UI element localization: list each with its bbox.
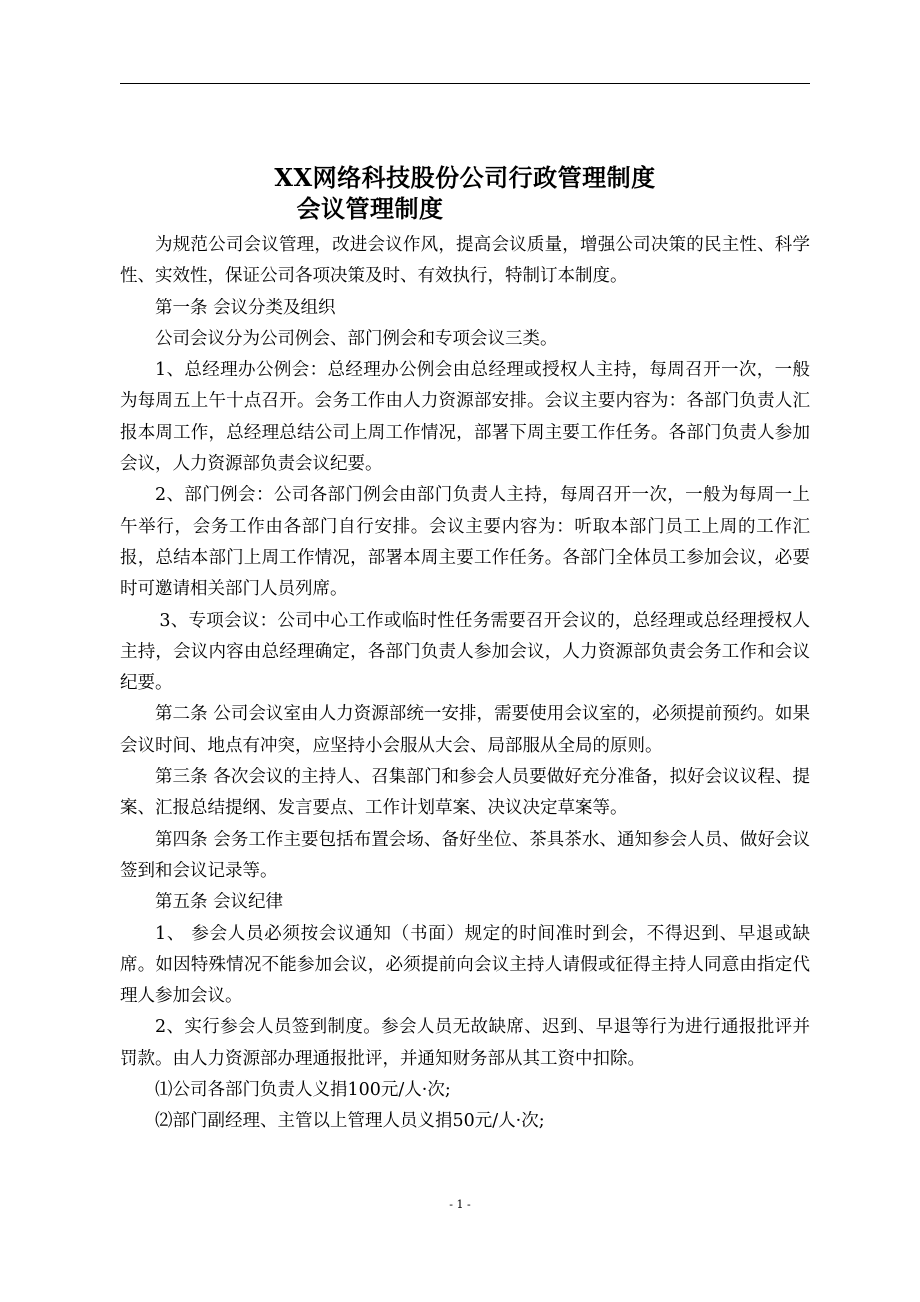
article-2: 第二条 公司会议室由人力资源部统一安排，需要使用会议室的，必须提前预约。如果会议时间、地点有冲突，应坚持小会服从大会、局部服从全局的原则。 bbox=[120, 704, 810, 756]
article-4: 第四条 会务工作主要包括布置会场、备好坐位、茶具茶水、通知参会人员、做好会议签到和会议记录等。 bbox=[120, 829, 810, 881]
article-3: 第三条 各次会议的主持人、召集部门和参会人员要做好充分准备，拟好会议议程、提案、汇报总结提纲、发言要点、工作计划草案、决议决定草案等。 bbox=[120, 767, 810, 819]
paragraph: 1、总经理办公例会：总经理办公例会由总经理或授权人主持，每周召开一次，一般为每周五上午十点召开。会务工作由人力资源部安排。会议主要内容为：各部门负责人汇报本周工作，总经理总结公司上周工作情况，部署下周主要工作任务。各部门负责人参加会议，人力资源部负责会议纪要。 bbox=[120, 360, 810, 475]
paragraph: 3、专项会议：公司中心工作或临时性任务需要召开会议的，总经理或总经理授权人主持，会议内容由总经理确定，各部门负责人参加会议，人力资源部负责会务工作和会议纪要。 bbox=[120, 610, 810, 694]
paragraph: 2、实行参会人员签到制度。参会人员无故缺席、迟到、早退等行为进行通报批评并罚款。由人力资源部办理通报批评，并通知财务部从其工资中扣除。 bbox=[120, 1017, 810, 1069]
article-5-heading: 第五条 会议纪律 bbox=[155, 892, 284, 913]
paragraph-intro: 为规范公司会议管理，改进会议作风，提高会议质量，增强公司决策的民主性、科学性、实效性，保证公司各项决策及时、有效执行，特制订本制度。 bbox=[120, 235, 810, 287]
list-item: ⑴公司各部门负责人义捐100元/人·次; bbox=[155, 1080, 451, 1101]
paragraph: 2、部门例会：公司各部门例会由部门负责人主持，每周召开一次，一般为每周一上午举行，会务工作由各部门自行安排。会议主要内容为：听取本部门员工上周的工作汇报，总结本部门上周工作情况，部署本周主要工作任务。各部门全体员工参加会议，必要时可邀请相关部门人员列席。 bbox=[120, 485, 810, 600]
paragraph: 公司会议分为公司例会、部门例会和专项会议三类。 bbox=[155, 328, 558, 349]
header-rule bbox=[120, 83, 810, 84]
list-item: ⑵部门副经理、主管以上管理人员义捐50元/人·次; bbox=[155, 1111, 545, 1132]
document-body bbox=[120, 230, 810, 1138]
document-title: XX网络科技股份公司行政管理制度 bbox=[274, 163, 656, 192]
page-number: - 1 - bbox=[449, 1198, 471, 1211]
paragraph: 1、 参会人员必须按会议通知（书面）规定的时间准时到会，不得迟到、早退或缺席。如因特殊情况不能参加会议，必须提前向会议主持人请假或征得主持人同意由指定代理人参加会议。 bbox=[120, 923, 810, 1007]
article-1-heading: 第一条 会议分类及组织 bbox=[155, 297, 336, 318]
document-subtitle: 会议管理制度 bbox=[296, 194, 444, 223]
